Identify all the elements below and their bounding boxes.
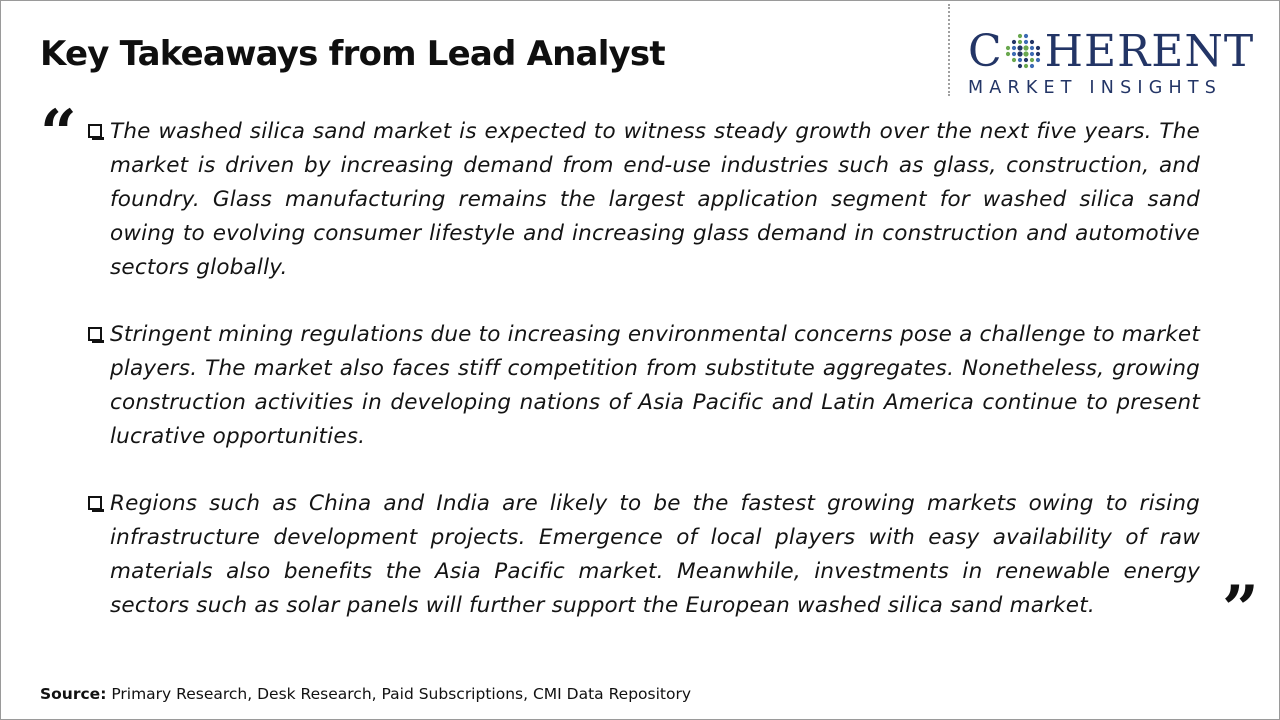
list-item	[86, 318, 1200, 454]
globe-dot	[1012, 52, 1016, 56]
bullet-box-icon	[88, 496, 102, 510]
source-note	[40, 685, 691, 703]
logo-letter-c: C	[968, 26, 1003, 77]
bullet-box-icon	[88, 327, 102, 341]
globe-dot	[1018, 34, 1022, 38]
globe-dot	[1006, 52, 1010, 56]
globe-dot	[1030, 52, 1034, 56]
globe-dot	[1024, 34, 1028, 38]
bullet-text: Stringent mining regulations due to increasing environmental concerns pose a challenge to market players. The market also faces stiff competition from substitute aggregates. Nonetheless, growing construction activities in developing nations of Asia Pacific and Latin America continue to present lucrative opportunities.	[110, 322, 1200, 449]
globe-dot	[1024, 40, 1028, 44]
takeaways-list	[86, 115, 1200, 656]
globe-dot	[1030, 46, 1034, 50]
list-item	[86, 487, 1200, 623]
company-logo	[968, 26, 1264, 100]
source-label: Source:	[40, 685, 107, 703]
globe-dot	[1012, 58, 1016, 62]
page-title: Key Takeaways from Lead Analyst	[40, 34, 665, 74]
globe-dot	[1030, 58, 1034, 62]
logo-tagline: MARKET INSIGHTS	[968, 78, 1223, 98]
globe-dot	[1024, 58, 1028, 62]
globe-dot	[1018, 40, 1022, 44]
open-quote-icon: “	[40, 96, 77, 171]
bullet-box-icon	[88, 124, 102, 138]
list-item	[86, 115, 1200, 285]
globe-dot	[1023, 51, 1028, 56]
close-quote-icon: ”	[1222, 572, 1259, 647]
logo-word-rest: HERENT	[1044, 26, 1255, 77]
globe-dot	[1006, 46, 1010, 50]
globe-dot	[1018, 58, 1022, 62]
globe-dot	[1030, 64, 1034, 68]
globe-dot	[1012, 40, 1016, 44]
logo-wordmark	[968, 26, 1264, 77]
source-text: Primary Research, Desk Research, Paid Subscriptions, CMI Data Repository	[106, 685, 692, 703]
globe-dot	[1018, 64, 1022, 68]
globe-icon	[1004, 32, 1044, 72]
globe-dot	[1017, 45, 1022, 50]
globe-dot	[1024, 64, 1028, 68]
globe-dot	[1036, 52, 1040, 56]
globe-dot	[1030, 40, 1034, 44]
globe-dot	[1012, 46, 1016, 50]
globe-dot	[1036, 46, 1040, 50]
globe-dot	[1023, 45, 1028, 50]
bullet-text: Regions such as China and India are likely to be the fastest growing markets owing to rising infrastructure development projects. Emergence of local players with easy availability of raw materials also benefits the Asia Pacific market. Meanwhile, investments in renewable energy sectors such as solar panels will further support the European washed silica sand market.	[110, 491, 1200, 618]
globe-dot	[1017, 51, 1022, 56]
bullet-text: The washed silica sand market is expected to witness steady growth over the next five years. The market is driven by increasing demand from end-use industries such as glass, construction, and foundry. Glass manufacturing remains the largest application segment for washed silica sand owing to evolving consumer lifestyle and increasing glass demand in construction and automotive sectors globally.	[110, 119, 1200, 280]
globe-dot	[1036, 58, 1040, 62]
logo-divider	[948, 4, 950, 96]
